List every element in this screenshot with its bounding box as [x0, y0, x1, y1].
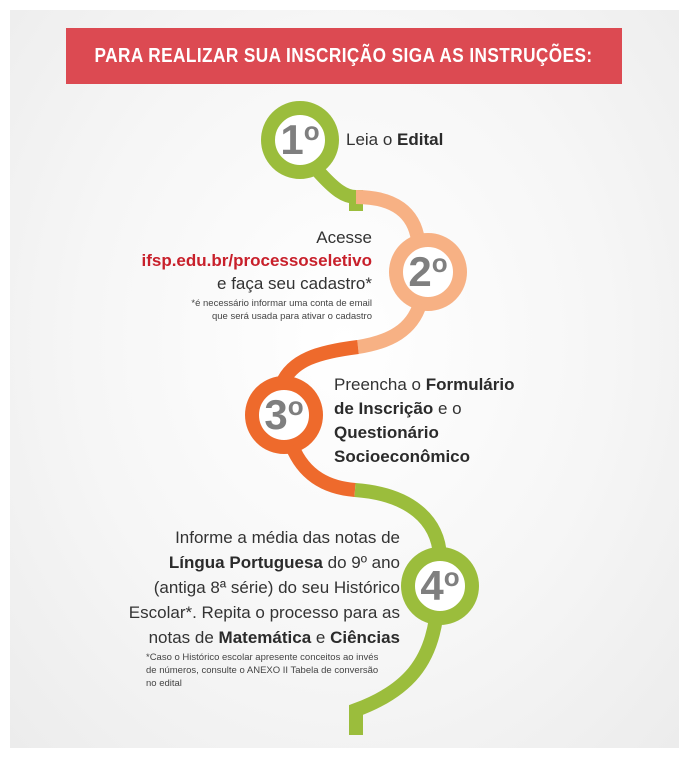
- step3-line4: Socioeconômico: [334, 447, 471, 466]
- step2-line3: e faça seu cadastro*: [217, 274, 372, 293]
- step3-line3: Questionário: [334, 423, 439, 442]
- step2-link[interactable]: ifsp.edu.br/processoseletivo: [141, 251, 372, 270]
- step2-note2: que será usada para ativar o cadastro: [211, 311, 372, 322]
- step4-line5: notas de Matemática e Ciências: [148, 628, 400, 647]
- step4-note1: *Caso o Histórico escolar apresente conceitos ao invés: [146, 652, 379, 663]
- step4-line1: Informe a média das notas de: [175, 528, 400, 547]
- step2-number: 2$^o$: [408, 248, 448, 295]
- step1-number: 1$^o$: [280, 116, 320, 163]
- step4-line2: Língua Portuguesa do 9º ano: [168, 553, 400, 572]
- step1-text: Leia o Edital: [346, 130, 444, 149]
- step3-line2: de Inscrição e o: [334, 399, 462, 418]
- header-title: PARA REALIZAR SUA INSCRIÇÃO SIGA AS INSTRUÇÕES:: [95, 44, 594, 67]
- step4-line4: Escolar*. Repita o processo para as: [128, 603, 400, 622]
- step2-note1: *é necessário informar uma conta de email: [191, 298, 372, 309]
- step4-number: 4$^o$: [420, 562, 460, 609]
- step2-line1: Acesse: [316, 228, 372, 247]
- connector-1-2-green: [318, 171, 356, 211]
- step3-line1: Preencha o Formulário: [334, 375, 515, 394]
- step4-line3: (antiga 8ª série) do seu Histórico: [153, 578, 400, 597]
- step3-number: 3$^o$: [264, 391, 304, 438]
- step4-note2: de números, consulte o ANEXO II Tabela de conversão: [146, 665, 379, 676]
- step4-note3: no edital: [146, 678, 182, 689]
